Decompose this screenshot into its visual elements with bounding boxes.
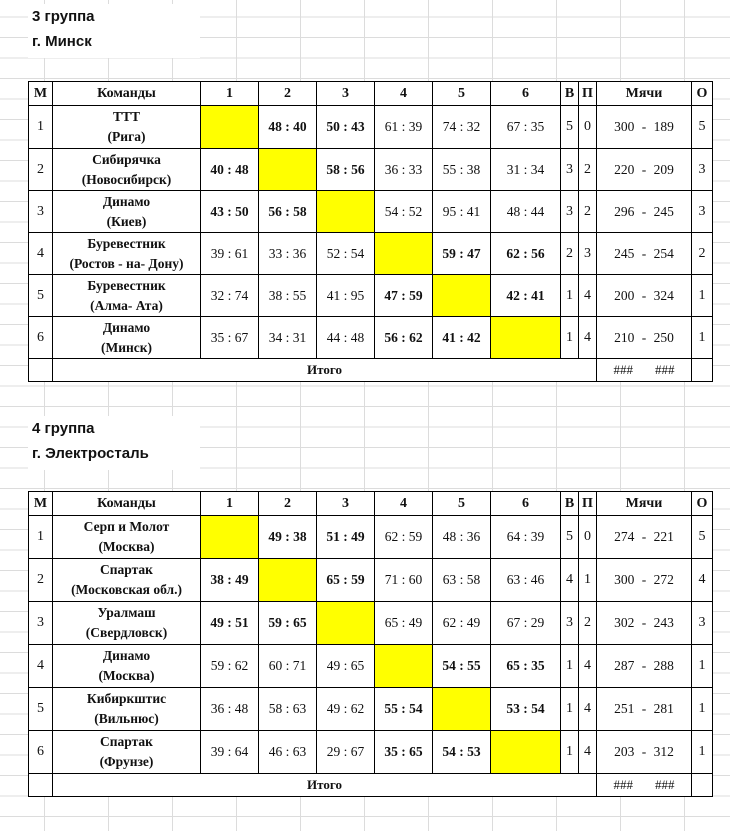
total-blank <box>29 774 53 797</box>
score-cell: 38 : 49 <box>201 559 259 602</box>
team-name: Серп и Молот <box>83 519 170 534</box>
wins-cell: 1 <box>561 645 579 688</box>
header-col-1: 1 <box>201 82 259 106</box>
team-cell <box>53 645 201 688</box>
total-row <box>29 359 713 382</box>
total-points-blank <box>692 359 713 382</box>
score-cell: 65 : 49 <box>375 602 433 645</box>
team-name: Динамо <box>102 319 151 335</box>
total-blank <box>29 359 53 382</box>
self-match-cell <box>491 317 561 359</box>
score-cell: 35 : 65 <box>375 731 433 774</box>
place-cell: 5 <box>29 688 53 731</box>
points-cell: 1 <box>692 688 713 731</box>
score-cell: 43 : 50 <box>201 191 259 233</box>
score-cell: 55 : 38 <box>433 149 491 191</box>
team-city: (Рига) <box>107 129 146 144</box>
header-balls: Мячи <box>597 492 692 516</box>
score-cell: 53 : 54 <box>491 688 561 731</box>
score-cell: 67 : 35 <box>491 106 561 149</box>
team-cell <box>53 233 201 275</box>
score-cell: 42 : 41 <box>491 275 561 317</box>
team-cell <box>53 516 201 559</box>
points-cell: 1 <box>692 731 713 774</box>
header-losses: П <box>579 492 597 516</box>
place-cell: 2 <box>29 149 53 191</box>
score-cell: 48 : 44 <box>491 191 561 233</box>
score-cell: 62 : 56 <box>491 233 561 275</box>
balls-cell: 245 - 254 <box>597 233 692 275</box>
points-cell: 3 <box>692 149 713 191</box>
header-wins: В <box>561 82 579 106</box>
header-col-6: 6 <box>491 82 561 106</box>
self-match-cell <box>433 688 491 731</box>
score-cell: 65 : 59 <box>317 559 375 602</box>
score-cell: 74 : 32 <box>433 106 491 149</box>
score-cell: 48 : 40 <box>259 106 317 149</box>
score-cell: 59 : 47 <box>433 233 491 275</box>
group-4-heading <box>28 416 200 470</box>
header-col-4: 4 <box>375 492 433 516</box>
score-cell: 63 : 58 <box>433 559 491 602</box>
score-cell: 58 : 56 <box>317 149 375 191</box>
self-match-cell <box>201 106 259 149</box>
team-name: Спартак <box>100 562 153 577</box>
losses-cell: 2 <box>579 149 597 191</box>
team-name: Буревестник <box>87 277 166 293</box>
self-match-cell <box>433 275 491 317</box>
wins-cell: 1 <box>561 317 579 359</box>
place-cell: 3 <box>29 602 53 645</box>
score-cell: 46 : 63 <box>259 731 317 774</box>
header-points: О <box>692 492 713 516</box>
score-cell: 49 : 38 <box>259 516 317 559</box>
header-col-5: 5 <box>433 82 491 106</box>
header-losses: П <box>579 82 597 106</box>
team-city: (Новосибирск) <box>81 171 172 187</box>
team-cell <box>53 191 201 233</box>
place-cell: 6 <box>29 731 53 774</box>
table-row <box>29 559 713 602</box>
score-cell: 54 : 52 <box>375 191 433 233</box>
total-points-blank <box>692 774 713 797</box>
header-col-3: 3 <box>317 492 375 516</box>
wins-cell: 3 <box>561 191 579 233</box>
score-cell: 71 : 60 <box>375 559 433 602</box>
score-cell: 55 : 54 <box>375 688 433 731</box>
header-row <box>29 82 713 106</box>
group-title: 3 группа <box>32 8 95 25</box>
wins-cell: 2 <box>561 233 579 275</box>
score-cell: 67 : 29 <box>491 602 561 645</box>
team-city: (Свердловск) <box>85 625 168 640</box>
points-cell: 3 <box>692 191 713 233</box>
team-city: (Вильнюс) <box>94 711 159 726</box>
score-cell: 49 : 62 <box>317 688 375 731</box>
score-cell: 59 : 62 <box>201 645 259 688</box>
table-row <box>29 275 713 317</box>
score-cell: 36 : 48 <box>201 688 259 731</box>
header-row <box>29 492 713 516</box>
team-name: Кибиркштис <box>86 691 167 706</box>
wins-cell: 1 <box>561 731 579 774</box>
wins-cell: 5 <box>561 106 579 149</box>
total-balls <box>597 359 692 382</box>
header-col-5: 5 <box>433 492 491 516</box>
score-cell: 62 : 49 <box>433 602 491 645</box>
score-cell: 56 : 58 <box>259 191 317 233</box>
header-wins: В <box>561 492 579 516</box>
total-row <box>29 774 713 797</box>
self-match-cell <box>375 645 433 688</box>
group-4-table <box>28 491 713 797</box>
points-cell: 1 <box>692 645 713 688</box>
header-points: О <box>692 82 713 106</box>
place-cell: 4 <box>29 233 53 275</box>
header-col-6: 6 <box>491 492 561 516</box>
team-city: (Киев) <box>106 213 147 229</box>
balls-cell: 296 - 245 <box>597 191 692 233</box>
score-cell: 39 : 61 <box>201 233 259 275</box>
total-label: Итого <box>53 359 597 382</box>
team-cell <box>53 559 201 602</box>
team-city: (Московская обл.) <box>71 582 182 597</box>
score-cell: 61 : 39 <box>375 106 433 149</box>
group-3-heading <box>28 4 200 58</box>
balls-cell: 274 - 221 <box>597 516 692 559</box>
team-name: Спартак <box>100 734 153 749</box>
points-cell: 5 <box>692 106 713 149</box>
points-cell: 3 <box>692 602 713 645</box>
header-balls: Мячи <box>597 82 692 106</box>
score-cell: 54 : 55 <box>433 645 491 688</box>
score-cell: 60 : 71 <box>259 645 317 688</box>
score-cell: 36 : 33 <box>375 149 433 191</box>
team-city: (Минск) <box>100 339 153 355</box>
total-conceded: ### <box>655 777 675 792</box>
losses-cell: 4 <box>579 645 597 688</box>
group-3-table <box>28 81 713 382</box>
team-cell <box>53 106 201 149</box>
total-label: Итого <box>53 774 597 797</box>
self-match-cell <box>491 731 561 774</box>
table-row <box>29 516 713 559</box>
score-cell: 47 : 59 <box>375 275 433 317</box>
header-col-2: 2 <box>259 82 317 106</box>
score-cell: 62 : 59 <box>375 516 433 559</box>
points-cell: 1 <box>692 317 713 359</box>
points-cell: 5 <box>692 516 713 559</box>
table-row <box>29 191 713 233</box>
header-teams: Команды <box>53 82 201 106</box>
wins-cell: 5 <box>561 516 579 559</box>
group-title: 4 группа <box>32 420 95 437</box>
total-scored: ### <box>613 362 633 377</box>
table-row <box>29 106 713 149</box>
points-cell: 1 <box>692 275 713 317</box>
score-cell: 32 : 74 <box>201 275 259 317</box>
team-cell <box>53 731 201 774</box>
self-match-cell <box>375 233 433 275</box>
losses-cell: 2 <box>579 191 597 233</box>
balls-cell: 251 - 281 <box>597 688 692 731</box>
header-col-1: 1 <box>201 492 259 516</box>
losses-cell: 0 <box>579 106 597 149</box>
losses-cell: 4 <box>579 688 597 731</box>
score-cell: 50 : 43 <box>317 106 375 149</box>
score-cell: 95 : 41 <box>433 191 491 233</box>
score-cell: 41 : 95 <box>317 275 375 317</box>
header-teams: Команды <box>53 492 201 516</box>
points-cell: 4 <box>692 559 713 602</box>
team-name: Сибирячка <box>92 151 161 167</box>
score-cell: 49 : 51 <box>201 602 259 645</box>
score-cell: 38 : 55 <box>259 275 317 317</box>
balls-cell: 210 - 250 <box>597 317 692 359</box>
score-cell: 34 : 31 <box>259 317 317 359</box>
losses-cell: 4 <box>579 317 597 359</box>
score-cell: 52 : 54 <box>317 233 375 275</box>
score-cell: 58 : 63 <box>259 688 317 731</box>
score-cell: 56 : 62 <box>375 317 433 359</box>
losses-cell: 4 <box>579 731 597 774</box>
table-row <box>29 149 713 191</box>
score-cell: 39 : 64 <box>201 731 259 774</box>
team-city: (Москва) <box>98 668 155 683</box>
score-cell: 51 : 49 <box>317 516 375 559</box>
losses-cell: 1 <box>579 559 597 602</box>
place-cell: 3 <box>29 191 53 233</box>
score-cell: 33 : 36 <box>259 233 317 275</box>
self-match-cell <box>317 602 375 645</box>
team-cell <box>53 275 201 317</box>
team-city: (Алма- Ата) <box>90 297 163 313</box>
table-row <box>29 233 713 275</box>
balls-cell: 300 - 189 <box>597 106 692 149</box>
table-row <box>29 645 713 688</box>
score-cell: 48 : 36 <box>433 516 491 559</box>
score-cell: 29 : 67 <box>317 731 375 774</box>
score-cell: 44 : 48 <box>317 317 375 359</box>
score-cell: 54 : 53 <box>433 731 491 774</box>
wins-cell: 3 <box>561 149 579 191</box>
table-row <box>29 688 713 731</box>
losses-cell: 2 <box>579 602 597 645</box>
wins-cell: 4 <box>561 559 579 602</box>
table-row <box>29 731 713 774</box>
score-cell: 41 : 42 <box>433 317 491 359</box>
score-cell: 31 : 34 <box>491 149 561 191</box>
balls-cell: 287 - 288 <box>597 645 692 688</box>
balls-cell: 302 - 243 <box>597 602 692 645</box>
place-cell: 6 <box>29 317 53 359</box>
self-match-cell <box>317 191 375 233</box>
table-row <box>29 317 713 359</box>
team-cell <box>53 688 201 731</box>
team-cell <box>53 602 201 645</box>
table-row <box>29 602 713 645</box>
team-name: Уралмаш <box>97 605 156 620</box>
header-col-2: 2 <box>259 492 317 516</box>
team-name: Динамо <box>102 193 151 209</box>
score-cell: 49 : 65 <box>317 645 375 688</box>
place-cell: 4 <box>29 645 53 688</box>
wins-cell: 1 <box>561 688 579 731</box>
wins-cell: 3 <box>561 602 579 645</box>
team-name: Динамо <box>102 648 151 663</box>
header-col-4: 4 <box>375 82 433 106</box>
total-scored: ### <box>613 777 633 792</box>
score-cell: 63 : 46 <box>491 559 561 602</box>
place-cell: 1 <box>29 106 53 149</box>
self-match-cell <box>201 516 259 559</box>
balls-cell: 300 - 272 <box>597 559 692 602</box>
place-cell: 2 <box>29 559 53 602</box>
place-cell: 5 <box>29 275 53 317</box>
score-cell: 35 : 67 <box>201 317 259 359</box>
team-cell <box>53 149 201 191</box>
total-balls <box>597 774 692 797</box>
score-cell: 64 : 39 <box>491 516 561 559</box>
total-conceded: ### <box>655 362 675 377</box>
team-city: (Москва) <box>98 539 155 554</box>
losses-cell: 4 <box>579 275 597 317</box>
score-cell: 65 : 35 <box>491 645 561 688</box>
losses-cell: 0 <box>579 516 597 559</box>
wins-cell: 1 <box>561 275 579 317</box>
balls-cell: 220 - 209 <box>597 149 692 191</box>
header-place: М <box>29 82 53 106</box>
header-col-3: 3 <box>317 82 375 106</box>
team-cell <box>53 317 201 359</box>
self-match-cell <box>259 559 317 602</box>
team-name: Буревестник <box>87 235 166 251</box>
team-city: (Ростов - на- Дону) <box>69 255 184 271</box>
losses-cell: 3 <box>579 233 597 275</box>
balls-cell: 203 - 312 <box>597 731 692 774</box>
place-cell: 1 <box>29 516 53 559</box>
score-cell: 59 : 65 <box>259 602 317 645</box>
header-place: М <box>29 492 53 516</box>
balls-cell: 200 - 324 <box>597 275 692 317</box>
points-cell: 2 <box>692 233 713 275</box>
self-match-cell <box>259 149 317 191</box>
group-city: г. Минск <box>32 33 92 50</box>
score-cell: 40 : 48 <box>201 149 259 191</box>
group-city: г. Электросталь <box>32 445 149 462</box>
team-name: ТТТ <box>112 109 140 124</box>
team-city: (Фрунзе) <box>99 754 154 769</box>
